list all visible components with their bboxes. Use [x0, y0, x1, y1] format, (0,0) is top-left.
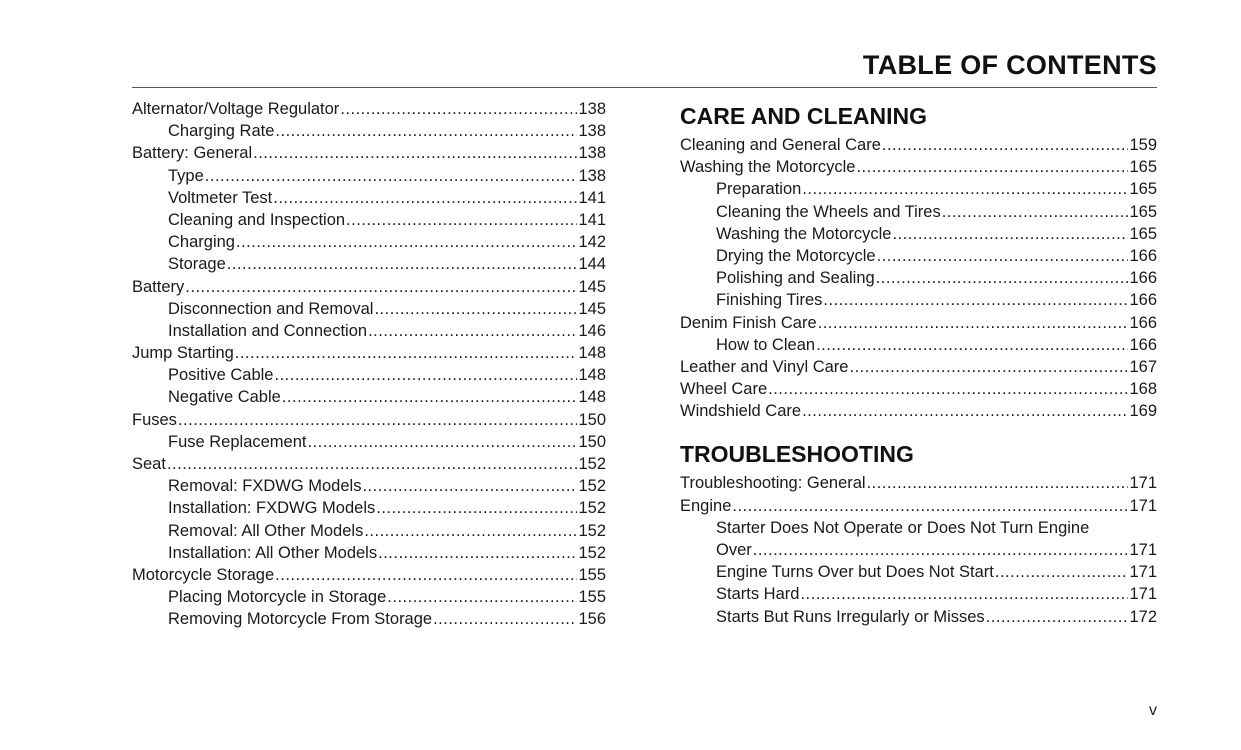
toc-entry[interactable] — [680, 336, 1157, 358]
toc-entry-page: 155 — [578, 588, 606, 607]
dot-leader — [877, 247, 1129, 266]
dot-leader — [433, 610, 577, 629]
toc-entry[interactable] — [132, 499, 606, 521]
toc-entry-page: 172 — [1129, 607, 1157, 626]
dot-leader — [802, 402, 1128, 421]
dot-leader — [768, 380, 1128, 399]
dot-leader — [867, 474, 1129, 493]
toc-entry[interactable] — [132, 388, 606, 410]
toc-entry[interactable] — [680, 358, 1157, 380]
toc-entry-page: 166 — [1129, 291, 1157, 310]
dot-leader — [340, 100, 577, 119]
dot-leader — [942, 203, 1129, 222]
dot-leader — [227, 255, 578, 274]
toc-entry[interactable] — [132, 477, 606, 499]
dot-leader — [346, 211, 577, 230]
dot-leader — [986, 608, 1129, 627]
toc-entry[interactable] — [132, 189, 606, 211]
dot-leader — [995, 563, 1129, 582]
toc-entry[interactable] — [132, 566, 606, 588]
toc-entry-label: Over — [716, 541, 752, 559]
toc-entry[interactable] — [132, 344, 606, 366]
toc-entry-label: Polishing and Sealing — [716, 269, 875, 288]
toc-entry-label: Cleaning and Inspection — [168, 210, 346, 229]
dot-leader — [275, 566, 577, 585]
dot-leader — [275, 122, 577, 141]
toc-entry-page: 171 — [1129, 585, 1157, 604]
toc-entry-page: 142 — [578, 233, 606, 252]
toc-entry-page: 165 — [1129, 158, 1157, 177]
toc-entry-page: 166 — [1129, 246, 1157, 265]
toc-entry-page: 166 — [1129, 313, 1157, 332]
toc-entry[interactable] — [132, 211, 606, 233]
dot-leader — [378, 544, 577, 563]
toc-entry-page: 138 — [578, 166, 606, 185]
toc-entry-label: Fuse Replacement — [168, 432, 307, 451]
dot-leader — [849, 358, 1128, 377]
toc-entry[interactable] — [680, 497, 1157, 519]
dot-leader — [205, 167, 578, 186]
toc-entry-page: 171 — [1129, 541, 1157, 559]
dot-leader — [308, 433, 578, 452]
toc-entry-page: 148 — [578, 344, 606, 363]
toc-entry[interactable] — [680, 203, 1157, 225]
toc-entry-label: Removing Motorcycle From Storage — [168, 610, 433, 629]
toc-entry[interactable] — [680, 380, 1157, 402]
toc-entry-label: Type — [168, 166, 204, 185]
section-heading-care-and-cleaning: CARE AND CLEANING — [680, 103, 928, 129]
dot-leader — [876, 269, 1129, 288]
dot-leader — [185, 278, 577, 297]
dot-leader — [167, 455, 578, 474]
toc-entry-page: 152 — [578, 543, 606, 562]
toc-entry-label: Motorcycle Storage — [132, 565, 275, 584]
toc-entry[interactable] — [680, 158, 1157, 180]
toc-entry[interactable] — [132, 255, 606, 277]
dot-leader — [273, 189, 577, 208]
toc-entry[interactable] — [132, 233, 606, 255]
toc-entry-page: 146 — [578, 321, 606, 340]
toc-entry-page: 138 — [578, 144, 606, 163]
toc-entry[interactable] — [132, 300, 606, 322]
toc-entry[interactable] — [132, 544, 606, 566]
toc-entry[interactable] — [680, 247, 1157, 269]
toc-entry-page: 150 — [578, 410, 606, 429]
toc-entry-page: 152 — [578, 477, 606, 496]
toc-entry-label: Placing Motorcycle in Storage — [168, 588, 387, 607]
right-toc-column — [680, 100, 1157, 630]
dot-leader — [253, 144, 577, 163]
toc-entry-page: 144 — [578, 255, 606, 274]
toc-entry-label: Charging Rate — [168, 122, 275, 141]
dot-leader — [178, 411, 578, 430]
toc-entry[interactable] — [680, 225, 1157, 247]
toc-entry[interactable] — [680, 180, 1157, 202]
toc-entry-page: 171 — [1129, 563, 1157, 582]
toc-entry-label: Negative Cable — [168, 388, 281, 407]
toc-entry[interactable] — [132, 366, 606, 388]
toc-entry-label: Finishing Tires — [716, 291, 823, 310]
toc-entry-page: 152 — [578, 521, 606, 540]
toc-entry-page: 165 — [1129, 224, 1157, 243]
toc-entry-label: Starts But Runs Irregularly or Misses — [716, 607, 985, 626]
dot-leader — [892, 225, 1128, 244]
toc-entry-label: Engine Turns Over but Does Not Start — [716, 563, 994, 582]
toc-entry-page: 156 — [578, 610, 606, 629]
dot-leader — [362, 477, 577, 496]
toc-entry-page: 148 — [578, 366, 606, 385]
toc-entry[interactable] — [680, 585, 1157, 607]
toc-entry-label: Jump Starting — [132, 344, 234, 363]
dot-leader — [374, 300, 577, 319]
toc-entry[interactable] — [680, 314, 1157, 336]
toc-entry-label: Positive Cable — [168, 366, 274, 385]
toc-entry-label: Charging — [168, 233, 235, 252]
toc-entry[interactable] — [680, 402, 1157, 424]
page-number: v — [1149, 702, 1157, 719]
toc-entry-page: 138 — [578, 122, 606, 141]
toc-entry[interactable] — [680, 136, 1157, 158]
dot-leader — [818, 314, 1129, 333]
toc-entry-page: 168 — [1129, 380, 1157, 399]
toc-entry[interactable] — [680, 291, 1157, 313]
toc-entry-label: Troubleshooting: General — [680, 474, 866, 493]
toc-entry[interactable] — [132, 122, 606, 144]
dot-leader — [816, 336, 1128, 355]
toc-entry-label: Storage — [168, 255, 226, 274]
toc-entry[interactable] — [132, 610, 606, 632]
toc-entry-label: Fuses — [132, 410, 177, 429]
toc-entry-label: Washing the Motorcycle — [716, 224, 892, 243]
toc-entry-page: 169 — [1129, 402, 1157, 421]
toc-entry-page: 167 — [1129, 357, 1157, 376]
toc-entry-label: Leather and Vinyl Care — [680, 357, 849, 376]
toc-entry-page: 141 — [578, 210, 606, 229]
toc-entry-page: 171 — [1129, 474, 1157, 493]
toc-entry-label: Seat — [132, 455, 166, 473]
toc-entry[interactable] — [132, 167, 606, 189]
section-heading-troubleshooting: TROUBLESHOOTING — [680, 441, 914, 468]
toc-entry-label: Battery: General — [132, 144, 253, 163]
toc-entry-label: Voltmeter Test — [168, 188, 273, 207]
toc-entry[interactable] — [132, 278, 606, 300]
toc-entry-page: 155 — [578, 565, 606, 584]
toc-entry-label: Denim Finish Care — [680, 313, 817, 332]
toc-entry-page: 166 — [1129, 269, 1157, 288]
dot-leader — [368, 322, 577, 341]
dot-leader — [364, 522, 577, 541]
toc-entry[interactable] — [132, 411, 606, 433]
dot-leader — [387, 588, 577, 607]
toc-entry-page: 165 — [1129, 202, 1157, 221]
toc-entry[interactable] — [132, 588, 606, 610]
toc-entry-label: Starts Hard — [716, 585, 800, 604]
toc-entry[interactable] — [132, 322, 606, 344]
toc-entry-label: Installation and Connection — [168, 321, 368, 340]
toc-entry-label: Preparation — [716, 180, 802, 199]
toc-entry-page: 145 — [578, 277, 606, 296]
dot-leader — [274, 366, 577, 385]
toc-entry-page: 145 — [578, 299, 606, 318]
toc-entry-label: Wheel Care — [680, 380, 768, 399]
toc-entry-page: 159 — [1129, 136, 1157, 154]
toc-entry[interactable] — [132, 433, 606, 455]
toc-entry-label: Installation: All Other Models — [168, 543, 378, 562]
toc-entry[interactable] — [132, 522, 606, 544]
toc-entry-page: 152 — [578, 455, 606, 473]
toc-entry-page: 138 — [578, 100, 606, 118]
toc-entry[interactable] — [680, 474, 1157, 496]
dot-leader — [732, 497, 1128, 516]
toc-entry-label: Cleaning the Wheels and Tires — [716, 202, 941, 221]
toc-entry-page: 148 — [578, 388, 606, 407]
toc-entry-wrapped-first-line[interactable]: Starter Does Not Operate or Does Not Turn Engine — [716, 518, 1090, 537]
toc-entry-label: Installation: FXDWG Models — [168, 499, 376, 518]
toc-entry-label: Cleaning and General Care — [680, 136, 881, 154]
toc-entry-page: 165 — [1129, 180, 1157, 199]
dot-leader — [882, 136, 1129, 155]
toc-entry-page: 141 — [578, 188, 606, 207]
toc-entry-label: Removal: All Other Models — [168, 521, 364, 540]
left-toc-column — [132, 100, 606, 633]
header-divider — [132, 87, 1157, 88]
toc-entry-label: Removal: FXDWG Models — [168, 477, 362, 496]
toc-entry[interactable] — [680, 608, 1157, 630]
toc-entry-label: How to Clean — [716, 335, 816, 354]
toc-entry-label: Washing the Motorcycle — [680, 158, 856, 177]
dot-leader — [856, 158, 1128, 177]
toc-entry-page: 171 — [1129, 496, 1157, 515]
page-title: TABLE OF CONTENTS — [862, 50, 1157, 80]
toc-entry-page: 152 — [578, 499, 606, 518]
dot-leader — [236, 233, 578, 252]
toc-entry[interactable] — [680, 269, 1157, 291]
toc-entry-page: 166 — [1129, 335, 1157, 354]
toc-entry-label: Windshield Care — [680, 402, 802, 421]
toc-entry-label: Engine — [680, 496, 732, 515]
dot-leader — [235, 344, 578, 363]
dot-leader — [753, 541, 1129, 560]
toc-entry[interactable] — [680, 563, 1157, 585]
toc-entry[interactable] — [132, 100, 606, 122]
dot-leader — [823, 291, 1128, 310]
toc-entry-label: Alternator/Voltage Regulator — [132, 100, 340, 118]
dot-leader — [282, 388, 578, 407]
toc-entry[interactable] — [680, 541, 1157, 563]
toc-entry[interactable] — [132, 455, 606, 477]
dot-leader — [802, 180, 1128, 199]
toc-entry-page: 150 — [578, 432, 606, 451]
dot-leader — [800, 585, 1128, 604]
toc-entry-label: Disconnection and Removal — [168, 299, 374, 318]
toc-entry-label: Drying the Motorcycle — [716, 246, 876, 265]
toc-entry-label: Battery — [132, 277, 185, 296]
toc-entry[interactable] — [132, 144, 606, 166]
dot-leader — [376, 499, 577, 518]
